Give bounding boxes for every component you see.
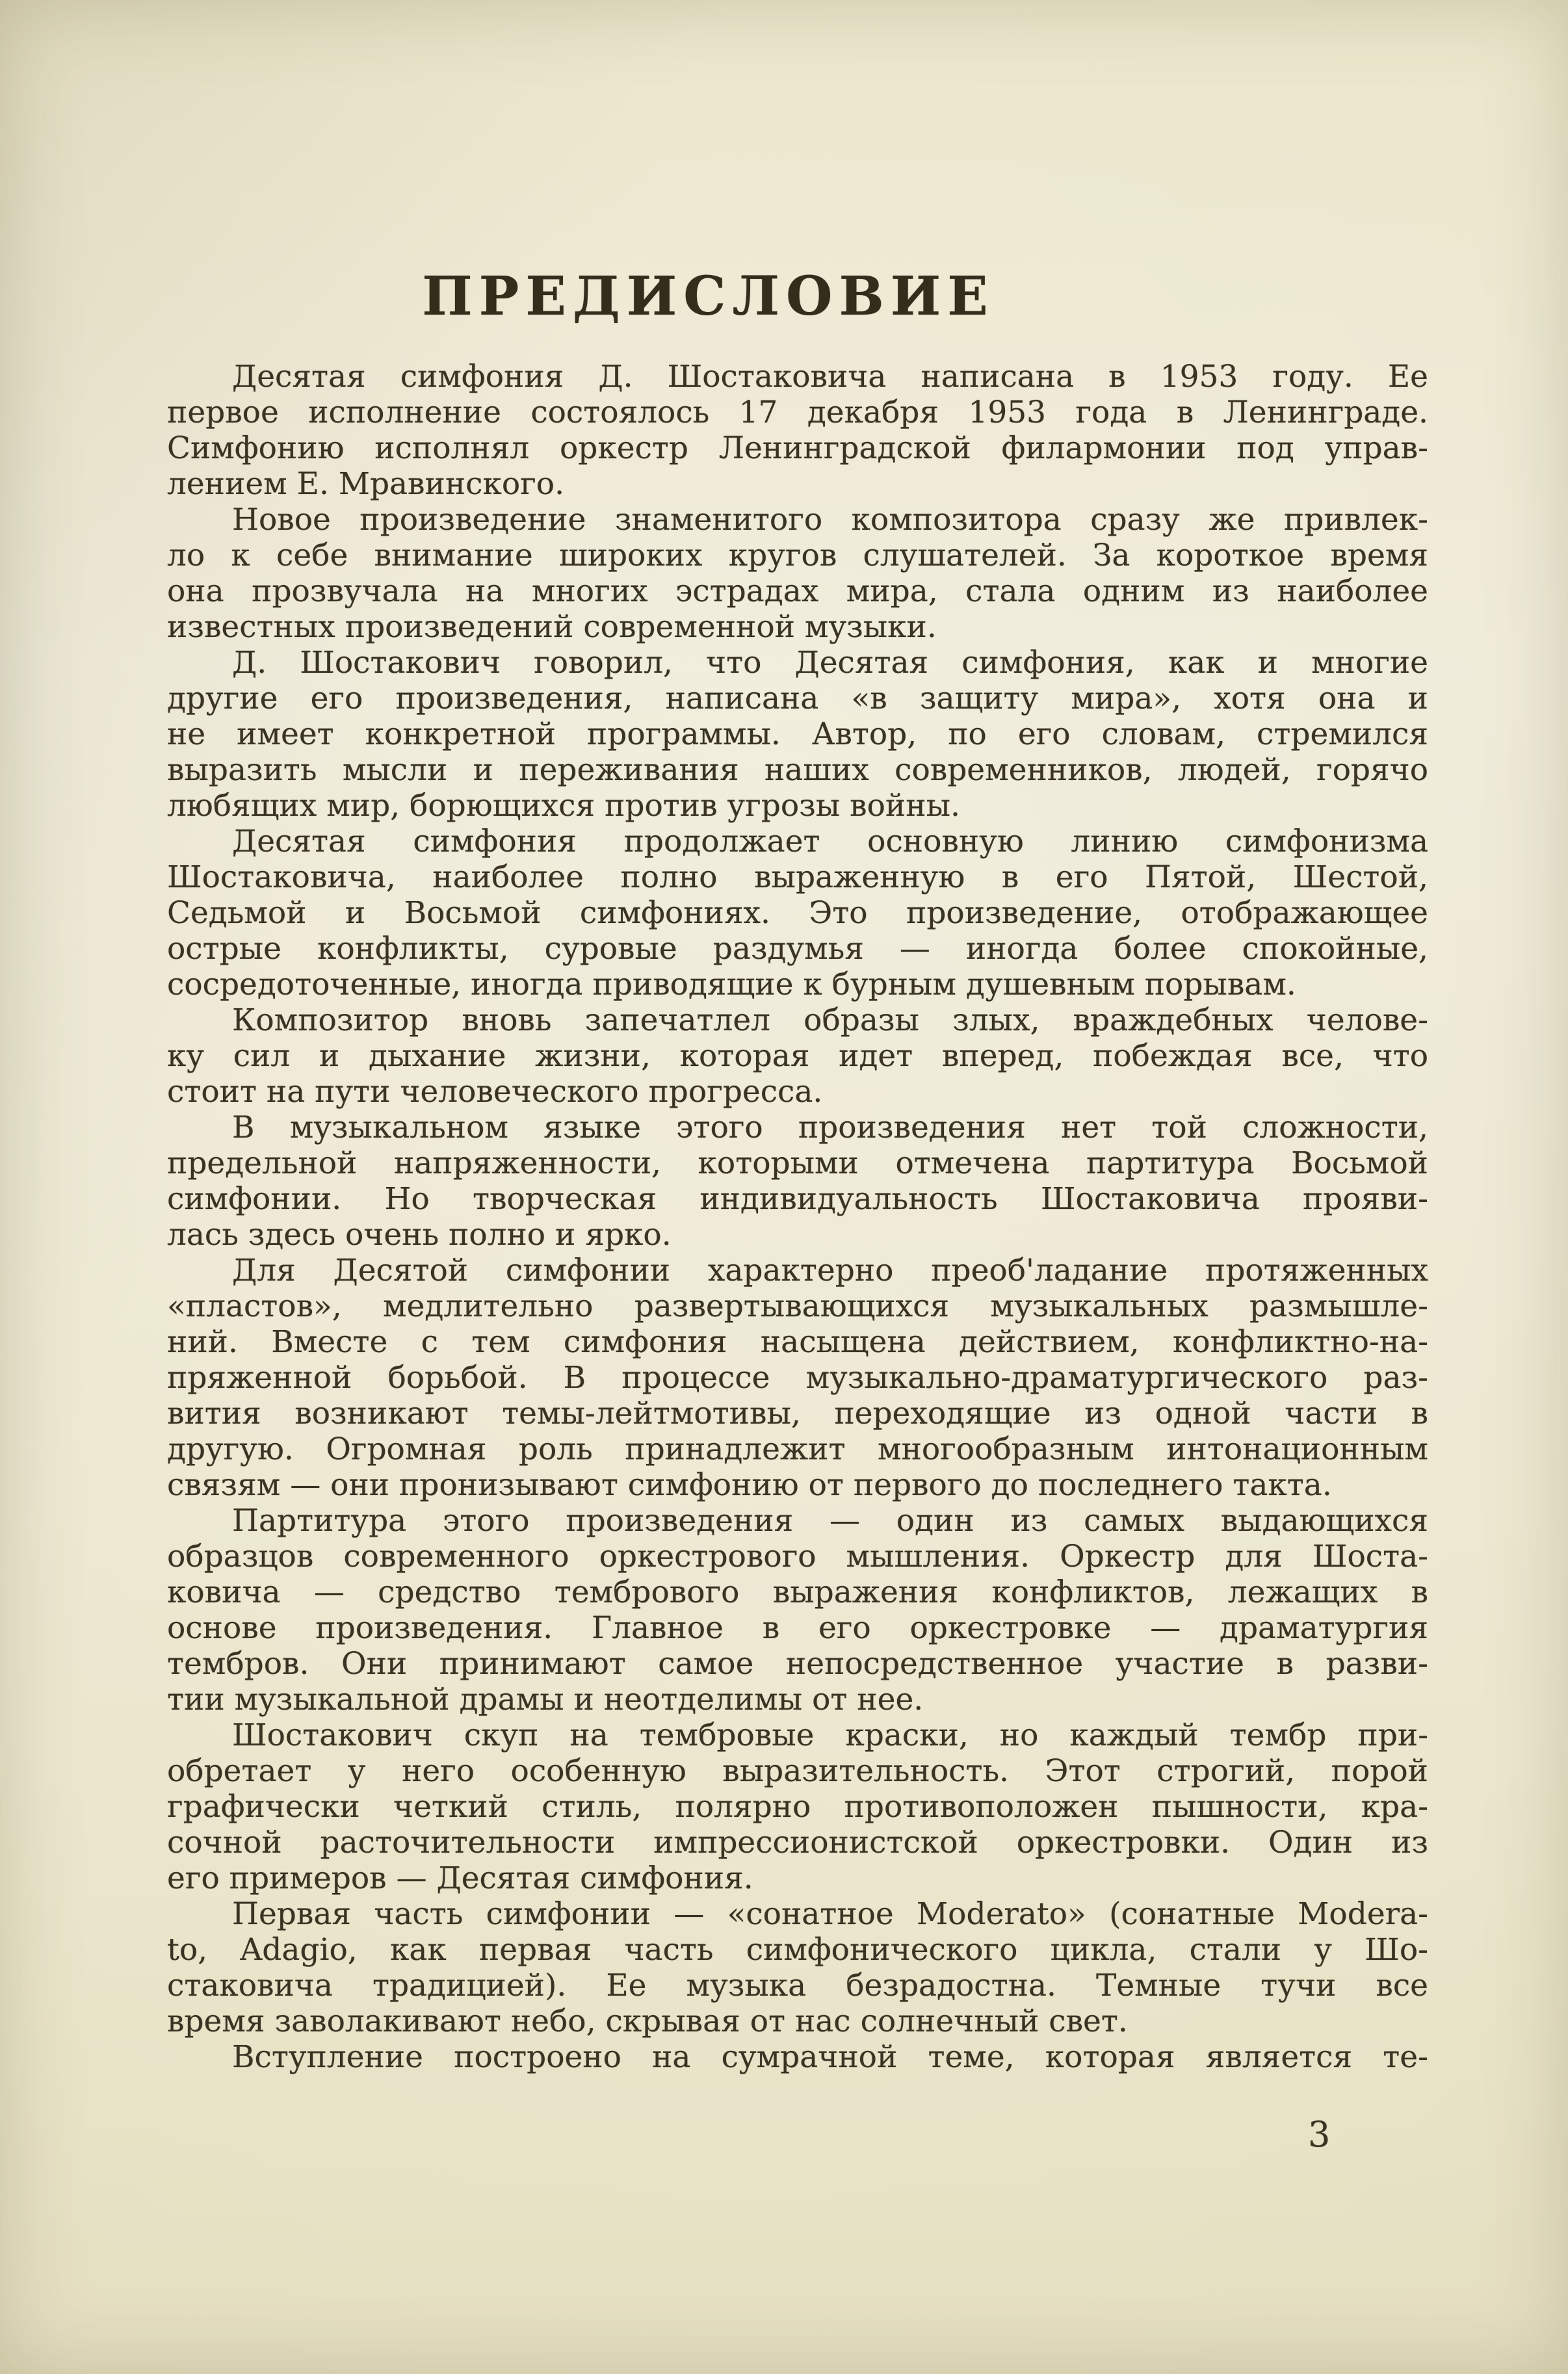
paragraph xyxy=(167,1896,1428,2039)
page-number: 3 xyxy=(1308,2114,1331,2155)
text-line: Для Десятой симфонии характерно преоб'ладание протяженных xyxy=(232,1253,1428,1288)
text-line: выразить мысли и переживания наших современников, людей, горячо xyxy=(167,752,1428,788)
text-line: тембров. Они принимают самое непосредственное участие в разви- xyxy=(167,1646,1428,1682)
paragraph xyxy=(167,1253,1428,1503)
text-line: ло к себе внимание широких кругов слушателей. За короткое время xyxy=(167,538,1428,573)
text-line: «пластов», медлительно развертывающихся музыкальных размышле- xyxy=(167,1288,1428,1324)
text-line: Симфонию исполнял оркестр Ленинградской филармонии под управ- xyxy=(167,430,1428,466)
text-line: Вступление построено на сумрачной теме, которая является те- xyxy=(232,2039,1428,2075)
text-line: графически четкий стиль, полярно противоположен пышности, кра- xyxy=(167,1789,1428,1825)
text-line: сочной расточительности импрессионистской оркестровки. Один из xyxy=(167,1825,1428,1860)
paragraph xyxy=(167,645,1428,824)
text-line: Первая часть симфонии — «сонатное Moderato» (сонатные Modera- xyxy=(232,1896,1428,1932)
text-line: Седьмой и Восьмой симфониях. Это произведение, отображающее xyxy=(167,895,1428,931)
text-line: другую. Огромная роль принадлежит многообразным интонационным xyxy=(167,1431,1428,1467)
text-line: сосредоточенные, иногда приводящие к бурным душевным порывам. xyxy=(167,967,1296,1002)
paragraph xyxy=(167,1717,1428,1896)
text-line: вития возникают темы-лейтмотивы, переходящие из одной части в xyxy=(167,1396,1428,1431)
text-line: его примеров — Десятая симфония. xyxy=(167,1860,753,1896)
text-line: связям — они пронизывают симфонию от первого до последнего такта. xyxy=(167,1467,1332,1503)
text-line: Шостаковича, наиболее полно выраженную в его Пятой, Шестой, xyxy=(167,859,1428,895)
text-line: предельной напряженности, которыми отмечена партитура Восьмой xyxy=(167,1145,1428,1181)
paragraph xyxy=(167,1110,1428,1253)
text-line: обретает у него особенную выразительность. Этот строгий, порой xyxy=(167,1753,1428,1789)
text-line: тии музыкальной драмы и неотделимы от нее. xyxy=(167,1682,924,1717)
text-line: Композитор вновь запечатлел образы злых, враждебных челове- xyxy=(232,1002,1428,1038)
paragraph xyxy=(167,502,1428,645)
paragraph xyxy=(167,824,1428,1002)
page-title: ПРЕДИСЛОВИЕ xyxy=(422,265,995,328)
text-line: лением Е. Мравинского. xyxy=(167,466,565,502)
text-line: известных произведений современной музыки. xyxy=(167,609,937,645)
text-line: Десятая симфония продолжает основную линию симфонизма xyxy=(232,824,1428,859)
text-block xyxy=(167,359,1428,2075)
text-line: она прозвучала на многих эстрадах мира, стала одним из наиболее xyxy=(167,573,1428,609)
paragraph xyxy=(167,1002,1428,1110)
text-line: другие его произведения, написана «в защиту мира», хотя она и xyxy=(167,681,1428,716)
text-line: лась здесь очень полно и ярко. xyxy=(167,1217,672,1253)
text-line: Десятая симфония Д. Шостаковича написана в 1953 году. Ее xyxy=(232,359,1428,395)
text-line: любящих мир, борющихся против угрозы войны. xyxy=(167,788,960,824)
text-line: Шостакович скуп на тембровые краски, но каждый тембр при- xyxy=(232,1717,1428,1753)
text-line: стоит на пути человеческого прогресса. xyxy=(167,1074,823,1110)
text-line: пряженной борьбой. В процессе музыкально-драматургического раз- xyxy=(167,1360,1428,1396)
text-line: В музыкальном языке этого произведения нет той сложности, xyxy=(232,1110,1428,1145)
text-line: образцов современного оркестрового мышления. Оркестр для Шоста- xyxy=(167,1539,1428,1574)
text-line: Д. Шостакович говорил, что Десятая симфония, как и многие xyxy=(232,645,1428,681)
text-line: ний. Вместе с тем симфония насыщена действием, конфликтно-на- xyxy=(167,1324,1428,1360)
text-line: Партитура этого произведения — один из самых выдающихся xyxy=(232,1503,1428,1539)
text-line: ковича — средство тембрового выражения конфликтов, лежащих в xyxy=(167,1574,1428,1610)
text-line: Новое произведение знаменитого композитора сразу же привлек- xyxy=(232,502,1428,538)
paragraph xyxy=(167,2039,1428,2075)
text-line: время заволакивают небо, скрывая от нас солнечный свет. xyxy=(167,2003,1128,2039)
text-line: to, Adagio, как первая часть симфонического цикла, стали у Шо- xyxy=(167,1932,1428,1968)
text-line: основе произведения. Главное в его оркестровке — драматургия xyxy=(167,1610,1428,1646)
paragraph xyxy=(167,1503,1428,1717)
text-line: острые конфликты, суровые раздумья — иногда более спокойные, xyxy=(167,931,1428,967)
paragraph xyxy=(167,359,1428,502)
text-line: не имеет конкретной программы. Автор, по его словам, стремился xyxy=(167,716,1428,752)
text-line: симфонии. Но творческая индивидуальность Шостаковича прояви- xyxy=(167,1181,1428,1217)
text-line: ку сил и дыхание жизни, которая идет вперед, побеждая все, что xyxy=(167,1038,1428,1074)
text-line: первое исполнение состоялось 17 декабря 1953 года в Ленинграде. xyxy=(167,395,1428,430)
text-line: стаковича традицией). Ее музыка безрадостна. Темные тучи все xyxy=(167,1968,1428,2003)
